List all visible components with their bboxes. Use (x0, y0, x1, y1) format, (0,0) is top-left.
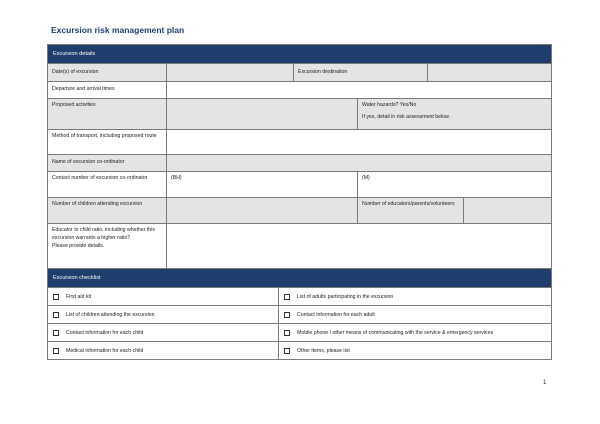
activities-field[interactable] (167, 99, 358, 129)
checkbox-icon[interactable] (284, 348, 290, 354)
educators-label: Number of educators/parents/volunteers (358, 198, 464, 223)
water-hazards-cell (358, 99, 551, 129)
checklist-label: First aid kit (66, 293, 92, 300)
checklist-item[interactable] (279, 342, 551, 359)
checklist-item[interactable] (279, 324, 551, 341)
contact-m-field[interactable]: (M) (362, 175, 370, 181)
checkbox-icon[interactable] (53, 294, 59, 300)
checklist-item[interactable] (48, 288, 279, 305)
ratio-row (48, 224, 551, 269)
ratio-cell (48, 224, 167, 268)
contact-label: Contact number of excursion co-ordinator (48, 172, 167, 197)
checklist-label: Medical information for each child (66, 347, 144, 354)
transport-label: Method of transport, including proposed route (48, 130, 167, 154)
checklist-row (48, 288, 551, 306)
destination-label: Excursion destination (294, 64, 428, 81)
checklist-row (48, 306, 551, 324)
checkbox-icon[interactable] (53, 312, 59, 318)
coordinator-label: Name of excursion co-ordinator (48, 155, 167, 171)
page-number: 1 (543, 380, 547, 386)
excursion-form (47, 44, 552, 360)
checklist-row (48, 324, 551, 342)
checklist-row (48, 342, 551, 359)
water-hazards-question: Water hazards? Yes/No (362, 102, 417, 108)
checklist-label: List of adults participating in the excursion (297, 293, 394, 300)
children-field[interactable] (167, 198, 358, 223)
activities-label: Proposed activities (48, 99, 167, 129)
checklist-label: Mobile phone / other means of communicating with the service & emergency services (297, 329, 494, 336)
section-header-details: Excursion details (48, 45, 551, 64)
page-title: Excursion risk management plan (51, 25, 185, 35)
date-row (48, 64, 551, 82)
departure-row (48, 82, 551, 99)
numbers-row (48, 198, 551, 224)
contact-bh-field[interactable]: (BH) (167, 172, 358, 197)
checklist-item[interactable] (48, 306, 279, 323)
date-label: Date(s) of excursion (48, 64, 167, 81)
coordinator-field[interactable] (167, 155, 551, 171)
section-header-checklist: Excursion checklist (48, 269, 551, 288)
educators-field[interactable] (464, 198, 551, 223)
checklist (48, 288, 551, 359)
checklist-item[interactable] (48, 324, 279, 341)
checklist-item[interactable] (48, 342, 279, 359)
ratio-label: Educator to child ratio, including whether this excursion warrants a higher ratio? (52, 227, 155, 241)
date-field[interactable] (167, 64, 294, 81)
activities-row (48, 99, 551, 130)
transport-row (48, 130, 551, 155)
checklist-label: Other items, please list (297, 347, 350, 354)
checkbox-icon[interactable] (53, 330, 59, 336)
checkbox-icon[interactable] (284, 330, 290, 336)
transport-field[interactable] (167, 130, 551, 154)
departure-field[interactable] (167, 82, 551, 98)
checkbox-icon[interactable] (284, 312, 290, 318)
children-label: Number of children attending excursion (48, 198, 167, 223)
ratio-field[interactable] (167, 224, 551, 268)
destination-field[interactable] (428, 64, 551, 81)
water-hazards-note: If yes, detail in risk assessment below. (362, 113, 450, 120)
departure-label: Departure and arrival times (48, 82, 167, 98)
checklist-item[interactable] (279, 306, 551, 323)
checkbox-icon[interactable] (284, 294, 290, 300)
coordinator-row (48, 155, 551, 172)
checkbox-icon[interactable] (53, 348, 59, 354)
checklist-label: List of children attending the excursion (66, 311, 155, 318)
ratio-note: Please provide details. (52, 243, 105, 250)
checklist-label: Contact information for each child (66, 329, 144, 336)
checklist-label: Contact information for each adult (297, 311, 375, 318)
checklist-item[interactable] (279, 288, 551, 305)
contact-row (48, 172, 551, 198)
